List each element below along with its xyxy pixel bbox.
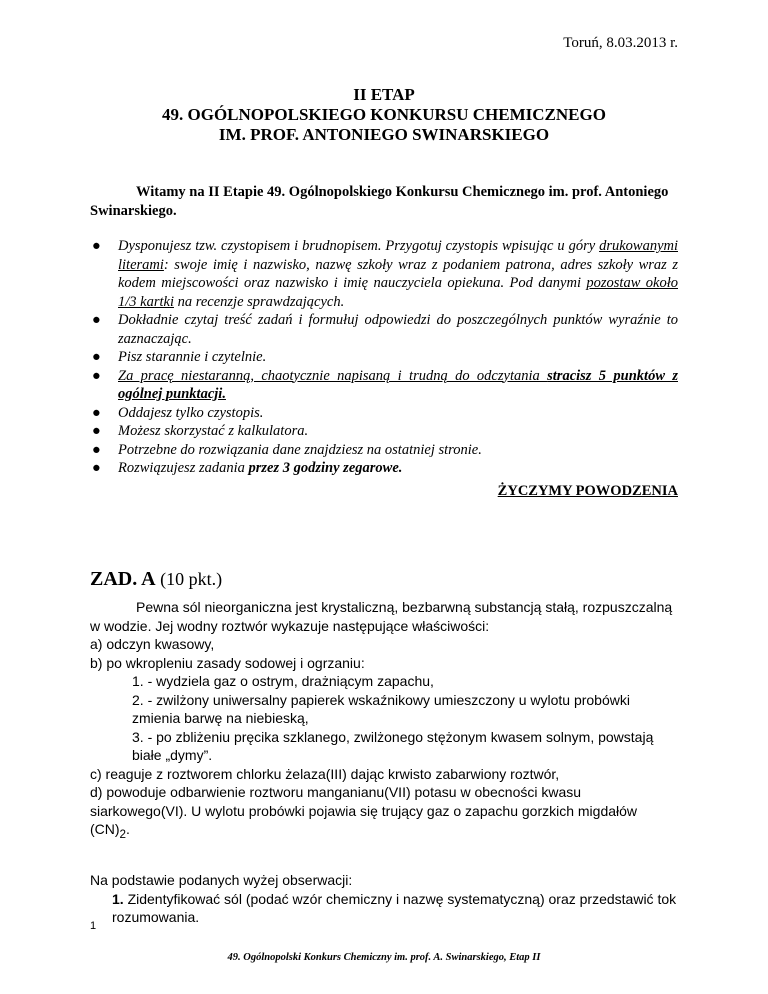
- rule-item: ● Oddajesz tylko czystopis.: [92, 404, 264, 421]
- good-luck-text: ŻYCZYMY POWODZENIA: [497, 483, 678, 499]
- bullet-icon: ●: [92, 312, 101, 328]
- task-point-d: d) powoduje odbarwienie roztworu manganianu(VII) potasu w obecności kwasu siarkowego(VI). U wylotu probówki pojawia się trujący gaz o zapachu gorzkich migdałów $(CN)_2$.: [90, 784, 638, 841]
- task-point-b2: 2. - zwilżony uniwersalny papierek wskaźnikowy umieszczony u wylotu probówki zmienia barwę na niebieską,: [132, 691, 630, 726]
- rule-item: ● Potrzebne do rozwiązania dane znajdziesz na ostatniej stronie.: [92, 441, 482, 458]
- task-point-b1: 1. - wydziela gaz o ostrym, drażniącym zapachu,: [132, 673, 434, 689]
- question-1: 1. Zidentyfikować sól (podać wzór chemiczny i nazwę systematyczną) oraz przedstawić tok rozumowania.: [112, 890, 677, 925]
- bullet-icon: ●: [92, 404, 101, 421]
- page-number: 1: [90, 920, 97, 932]
- questions-intro: Na podstawie podanych wyżej obserwacji:: [90, 872, 353, 888]
- rule-item: ● Za pracę niestaranną, chaotycznie napisaną i trudną do odczytania stracisz 5 punktów z ogólnej punktacji.: [92, 367, 678, 402]
- rule-item: ● Dysponujesz tzw. czystopisem i brudnopisem. Przygotuj czystopis wpisując u góry drukowanymi literami: swoje imię i nazwisko, nazwę szkoły wraz z podaniem patrona, adres szkoły wraz z kodem miejscowości oraz nazwisko i imię nauczyciela opiekuna. Pod danymi pozostaw około 1/3 kartki na recenzje sprawdzających.: [92, 238, 678, 310]
- task-label: ZAD. A: [90, 568, 156, 590]
- questions-section: [90, 871, 680, 927]
- rule-item: ● Pisz starannie i czytelnie.: [92, 349, 267, 365]
- document-date: Toruń, 8.03.2013 r.: [563, 35, 678, 51]
- bullet-icon: ●: [92, 441, 101, 458]
- task-heading: [90, 568, 222, 591]
- task-body: [90, 598, 680, 844]
- title-line-1: II ETAP: [353, 85, 415, 104]
- rules-list: [90, 237, 678, 478]
- document-title: [0, 85, 768, 145]
- title-line-3: IM. PROF. ANTONIEGO SWINARSKIEGO: [218, 125, 550, 144]
- title-line-2: 49. OGÓLNOPOLSKIEGO KONKURSU CHEMICZNEGO: [162, 105, 606, 124]
- task-intro: Pewna sól nieorganiczna jest krystaliczną, bezbarwną substancją stałą, rozpuszczalną w wodzie. Jej wodny roztwór wykazuje następujące właściwości:: [90, 599, 673, 634]
- task-point-a: a) odczyn kwasowy,: [90, 636, 215, 652]
- rule-item: ● Możesz skorzystać z kalkulatora.: [92, 423, 309, 439]
- task-point-b3: 3. - po zbliżeniu pręcika szklanego, zwilżonego stężonym kwasem solnym, powstają białe „dymy”.: [132, 728, 654, 763]
- welcome-text: Witamy na II Etapie 49. Ogólnopolskiego Konkursu Chemicznego im. prof. Antoniego Swinarskiego.: [90, 184, 669, 219]
- bullet-icon: ●: [92, 423, 101, 439]
- bullet-icon: ●: [92, 238, 101, 254]
- bullet-icon: ●: [92, 367, 101, 384]
- rule-item: ● Dokładnie czytaj treść zadań i formułuj odpowiedzi do poszczególnych punktów wyraźnie to zaznaczając.: [92, 312, 678, 347]
- task-point-b: b) po wkropleniu zasady sodowej i ogrzaniu:: [90, 654, 365, 671]
- page-footer: 49. Ogólnopolski Konkurs Chemiczny im. prof. A. Swinarskiego, Etap II: [227, 952, 541, 963]
- task-points: (10 pkt.): [155, 569, 223, 589]
- task-point-c: c) reaguje z roztworem chlorku żelaza(III) dając krwisto zabarwiony roztwór,: [90, 765, 560, 782]
- bullet-icon: ●: [92, 460, 101, 476]
- rule-item: ● Rozwiązujesz zadania przez 3 godziny zegarowe.: [92, 460, 403, 476]
- bullet-icon: ●: [92, 349, 101, 365]
